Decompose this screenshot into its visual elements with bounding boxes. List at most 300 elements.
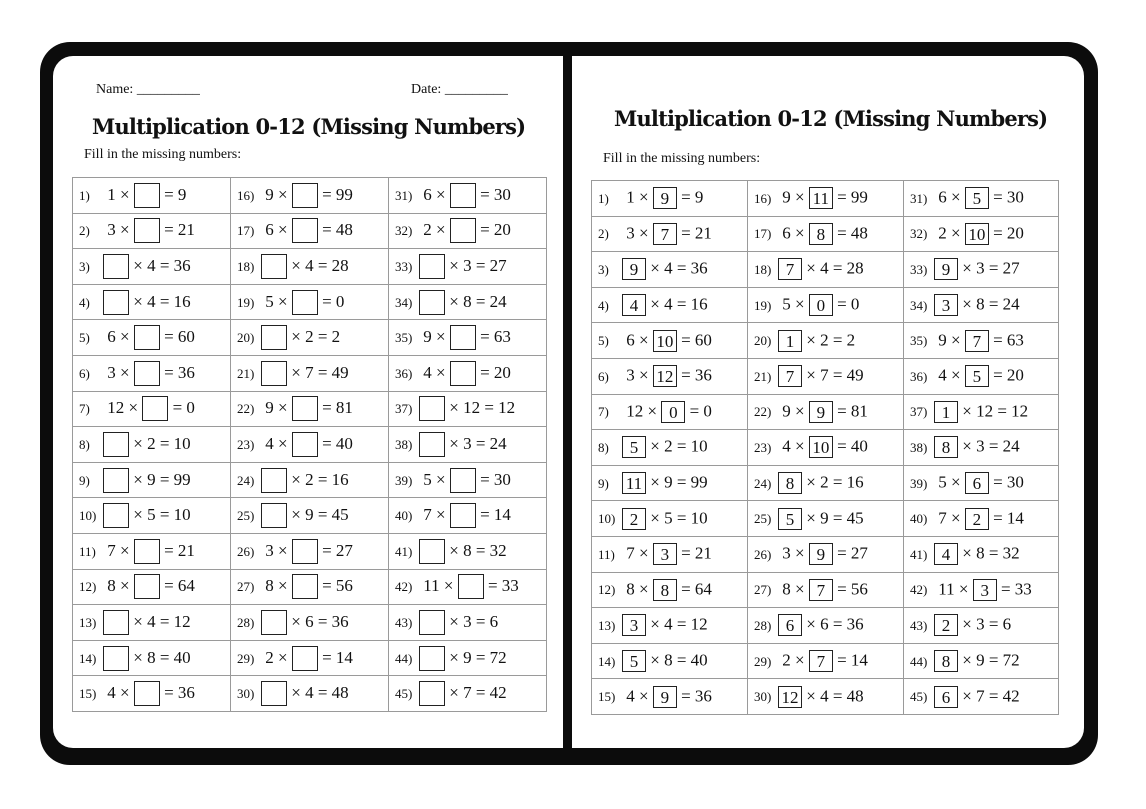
equation-right: × 9 = 45 — [802, 508, 864, 528]
problem-cell — [592, 643, 748, 679]
equation-right: × 4 = 36 — [129, 255, 191, 275]
problem-cell — [592, 608, 748, 644]
equation-right: × 8 = 24 — [958, 294, 1020, 314]
equation-right: = 36 — [676, 365, 712, 385]
problem-number: 19) — [237, 294, 255, 310]
instructions: Fill in the missing numbers: — [84, 147, 242, 162]
answer-box-blank[interactable] — [261, 254, 287, 279]
problem-number: 8) — [79, 436, 90, 452]
answer-box: 7 — [778, 365, 802, 387]
problem-number: 28) — [237, 614, 255, 630]
problem-cell — [73, 320, 231, 356]
equation-right: × 7 = 42 — [445, 683, 507, 703]
equation-right: × 4 = 48 — [287, 683, 349, 703]
problem-cell — [73, 605, 231, 641]
problem-cell — [231, 320, 389, 356]
equation-left: 5 × — [934, 472, 965, 492]
equation-right: × 9 = 72 — [958, 650, 1020, 670]
problem-number: 36) — [910, 368, 928, 384]
problem-number: 32) — [910, 226, 928, 242]
equation-left: 3 × — [103, 220, 134, 240]
problem-number: 39) — [910, 475, 928, 491]
equation-right: × 4 = 12 — [129, 611, 191, 631]
problem-number: 29) — [237, 650, 255, 666]
table-row — [73, 284, 547, 320]
equation-right: = 0 — [168, 398, 195, 418]
equation-right: × 7 = 49 — [802, 365, 864, 385]
problem-number: 37) — [910, 404, 928, 420]
answer-box-blank[interactable] — [292, 218, 318, 243]
problem-number: 18) — [754, 261, 772, 277]
problem-number: 5) — [598, 333, 609, 349]
problem-cell — [389, 355, 547, 391]
problem-number: 44) — [910, 653, 928, 669]
table-row — [592, 501, 1059, 537]
problem-cell — [73, 213, 231, 249]
problem-cell — [231, 498, 389, 534]
problem-cell — [231, 178, 389, 214]
problem-number: 25) — [237, 508, 255, 524]
answer-box-blank[interactable] — [292, 432, 318, 457]
equation-left: 7 × — [103, 540, 134, 560]
table-row — [592, 287, 1059, 323]
problem-number: 15) — [598, 689, 616, 705]
problem-number: 22) — [754, 404, 772, 420]
equation-right: × 4 = 28 — [802, 258, 864, 278]
answer-box: 7 — [809, 650, 833, 672]
equation-right: × 3 = 24 — [445, 433, 507, 453]
problem-number: 34) — [910, 297, 928, 313]
equation-right: × 3 = 27 — [445, 255, 507, 275]
problem-cell — [748, 216, 904, 252]
table-row — [73, 676, 547, 712]
problem-cell — [389, 498, 547, 534]
answer-box-blank[interactable] — [261, 610, 287, 635]
table-row — [592, 430, 1059, 466]
equation-left: 4 × — [103, 683, 134, 703]
answer-box: 0 — [809, 294, 833, 316]
answer-box-blank[interactable] — [450, 361, 476, 386]
problem-number: 30) — [754, 689, 772, 705]
problem-number: 10) — [79, 508, 97, 524]
problem-cell — [389, 284, 547, 320]
problem-number: 9) — [598, 475, 609, 491]
problem-number: 39) — [395, 472, 413, 488]
table-row — [73, 533, 547, 569]
equation-right: × 4 = 16 — [646, 294, 708, 314]
problem-cell — [389, 462, 547, 498]
problem-number: 40) — [910, 511, 928, 527]
answer-box-blank[interactable] — [292, 574, 318, 599]
equation-left: 6 × — [622, 330, 653, 350]
page-title: Multiplication 0-12 (Missing Numbers) — [614, 106, 1048, 131]
problem-number: 12) — [79, 579, 97, 595]
answer-box: 11 — [622, 472, 646, 494]
answer-box: 9 — [622, 258, 646, 280]
equation-right: = 81 — [832, 401, 868, 421]
instructions: Fill in the missing numbers: — [603, 151, 761, 166]
problem-number: 17) — [237, 223, 255, 239]
problem-number: 18) — [237, 258, 255, 274]
equation-left: 3 × — [103, 362, 134, 382]
answer-box-blank[interactable] — [261, 503, 287, 528]
problem-number: 1) — [598, 190, 609, 206]
problem-cell — [389, 640, 547, 676]
answer-box: 5 — [622, 650, 646, 672]
problem-cell — [904, 465, 1059, 501]
answer-box: 3 — [622, 614, 646, 636]
answer-box-blank[interactable] — [261, 361, 287, 386]
answer-box: 8 — [934, 436, 958, 458]
problem-number: 20) — [754, 333, 772, 349]
equation-right: = 64 — [676, 579, 712, 599]
problem-cell — [904, 287, 1059, 323]
answer-box-blank[interactable] — [103, 503, 129, 528]
answer-box-blank[interactable] — [103, 646, 129, 671]
equation-right: = 21 — [159, 220, 195, 240]
problem-cell — [231, 391, 389, 427]
equation-right: × 4 = 12 — [646, 614, 708, 634]
equation-right: = 36 — [159, 362, 195, 382]
problem-number: 11) — [79, 543, 96, 559]
page-title: Multiplication 0-12 (Missing Numbers) — [92, 114, 526, 139]
answer-box: 8 — [809, 223, 833, 245]
answer-box-blank[interactable] — [103, 610, 129, 635]
answer-box: 6 — [965, 472, 989, 494]
equation-right: × 9 = 45 — [287, 505, 349, 525]
answer-box-blank[interactable] — [292, 290, 318, 315]
answer-box-blank[interactable] — [419, 539, 445, 564]
problem-cell — [73, 569, 231, 605]
problem-cell — [73, 391, 231, 427]
problem-number: 24) — [237, 472, 255, 488]
answer-box: 9 — [809, 401, 833, 423]
problem-cell — [231, 249, 389, 285]
problem-number: 42) — [910, 582, 928, 598]
equation-right: = 14 — [832, 650, 868, 670]
answer-box: 9 — [934, 258, 958, 280]
equation-left: 4 × — [778, 436, 809, 456]
equation-right: = 27 — [317, 540, 353, 560]
equation-right: × 12 = 12 — [445, 398, 516, 418]
answer-box: 12 — [778, 686, 802, 708]
problem-number: 21) — [237, 365, 255, 381]
answer-box-blank[interactable] — [450, 183, 476, 208]
answer-box-blank[interactable] — [419, 646, 445, 671]
equation-left: 4 × — [622, 686, 653, 706]
problem-number: 36) — [395, 365, 413, 381]
problem-cell — [73, 249, 231, 285]
answer-box: 3 — [653, 543, 677, 565]
answer-box: 5 — [965, 187, 989, 209]
answer-box-blank[interactable] — [103, 254, 129, 279]
problem-cell — [389, 569, 547, 605]
equation-left: 7 × — [622, 543, 653, 563]
table-row — [592, 252, 1059, 288]
answer-box-blank[interactable] — [450, 218, 476, 243]
problem-cell — [748, 394, 904, 430]
answer-box-blank[interactable] — [134, 574, 160, 599]
problem-cell — [748, 572, 904, 608]
equation-right: = 20 — [988, 365, 1024, 385]
equation-right: = 64 — [159, 576, 195, 596]
equation-left: 1 × — [103, 184, 134, 204]
answer-box: 7 — [653, 223, 677, 245]
equation-right: × 8 = 40 — [129, 647, 191, 667]
table-row — [73, 320, 547, 356]
equation-right: × 3 = 27 — [958, 258, 1020, 278]
equation-right: × 9 = 72 — [445, 647, 507, 667]
problem-cell — [73, 462, 231, 498]
answer-box-blank[interactable] — [134, 218, 160, 243]
equation-left: 6 × — [419, 184, 450, 204]
answer-box-blank[interactable] — [292, 539, 318, 564]
problem-cell — [73, 498, 231, 534]
problem-number: 3) — [79, 258, 90, 274]
table-row — [592, 394, 1059, 430]
problem-cell — [904, 181, 1059, 217]
equation-left: 5 × — [778, 294, 809, 314]
problem-cell — [73, 427, 231, 463]
equation-right: × 6 = 36 — [802, 614, 864, 634]
equation-left: 4 × — [934, 365, 965, 385]
answer-box-blank[interactable] — [419, 254, 445, 279]
answer-box-blank[interactable] — [103, 468, 129, 493]
problem-cell — [389, 605, 547, 641]
equation-left: 2 × — [778, 650, 809, 670]
answer-box: 8 — [934, 650, 958, 672]
problem-number: 29) — [754, 653, 772, 669]
answer-box-blank[interactable] — [134, 183, 160, 208]
problem-number: 4) — [598, 297, 609, 313]
equation-right: × 8 = 40 — [646, 650, 708, 670]
equation-right: = 60 — [676, 330, 712, 350]
problem-cell — [592, 216, 748, 252]
equation-left: 3 × — [778, 543, 809, 563]
answer-box: 5 — [965, 365, 989, 387]
problem-cell — [748, 679, 904, 715]
equation-left: 5 × — [261, 291, 292, 311]
problem-cell — [748, 252, 904, 288]
problem-cell — [592, 501, 748, 537]
answer-box: 10 — [653, 330, 677, 352]
problem-number: 37) — [395, 401, 413, 417]
problem-cell — [73, 178, 231, 214]
answer-grid — [591, 180, 1059, 715]
table-row — [592, 679, 1059, 715]
table-row — [592, 323, 1059, 359]
answer-box: 8 — [653, 579, 677, 601]
equation-left: 3 × — [622, 223, 653, 243]
problem-cell — [904, 252, 1059, 288]
answer-box: 6 — [934, 686, 958, 708]
equation-right: = 60 — [159, 327, 195, 347]
answer-box-blank[interactable] — [103, 432, 129, 457]
problem-number: 23) — [237, 436, 255, 452]
equation-right: = 0 — [832, 294, 860, 314]
answer-box-blank[interactable] — [142, 396, 168, 421]
answer-box-blank[interactable] — [134, 681, 160, 706]
problem-number: 31) — [910, 190, 928, 206]
equation-right: = 56 — [317, 576, 353, 596]
answer-box-blank[interactable] — [261, 468, 287, 493]
answer-box: 2 — [622, 508, 646, 530]
problem-cell — [904, 323, 1059, 359]
problem-cell — [389, 213, 547, 249]
answer-box-blank[interactable] — [419, 681, 445, 706]
equation-left: 9 × — [778, 401, 809, 421]
table-row — [73, 427, 547, 463]
problem-cell — [231, 213, 389, 249]
table-row — [73, 249, 547, 285]
problem-cell — [748, 287, 904, 323]
problem-number: 13) — [598, 617, 616, 633]
problem-number: 20) — [237, 330, 255, 346]
answer-box-blank[interactable] — [292, 396, 318, 421]
problem-number: 4) — [79, 294, 90, 310]
problem-number: 44) — [395, 650, 413, 666]
problem-number: 26) — [237, 543, 255, 559]
answer-box-blank[interactable] — [419, 432, 445, 457]
equation-right: = 21 — [159, 540, 195, 560]
answer-box: 10 — [809, 436, 833, 458]
problem-cell — [748, 358, 904, 394]
equation-left: 9 × — [261, 398, 292, 418]
equation-right: × 9 = 99 — [129, 469, 191, 489]
equation-right: × 5 = 10 — [129, 505, 191, 525]
answer-box: 11 — [809, 187, 833, 209]
equation-left: 12 × — [622, 401, 662, 421]
problem-cell — [73, 640, 231, 676]
problem-number: 23) — [754, 439, 772, 455]
equation-right: = 48 — [832, 223, 868, 243]
problem-number: 22) — [237, 401, 255, 417]
equation-left: 11 × — [419, 576, 458, 596]
problem-cell — [592, 572, 748, 608]
problem-cell — [73, 284, 231, 320]
equation-right: = 20 — [475, 220, 511, 240]
answer-box-blank[interactable] — [134, 325, 160, 350]
problem-number: 31) — [395, 187, 413, 203]
answer-box-blank[interactable] — [292, 183, 318, 208]
equation-right: = 63 — [475, 327, 511, 347]
problem-number: 32) — [395, 223, 413, 239]
problem-number: 11) — [598, 546, 615, 562]
answer-box: 10 — [965, 223, 989, 245]
equation-right: = 30 — [988, 472, 1024, 492]
answer-box-blank[interactable] — [419, 396, 445, 421]
problem-cell — [231, 640, 389, 676]
equation-right: = 36 — [676, 686, 712, 706]
answer-box-blank[interactable] — [103, 290, 129, 315]
equation-right: × 2 = 10 — [646, 436, 708, 456]
answer-box: 7 — [965, 330, 989, 352]
equation-right: = 30 — [988, 187, 1024, 207]
answer-box: 12 — [653, 365, 677, 387]
equation-left: 7 × — [934, 508, 965, 528]
answer-box-blank[interactable] — [134, 361, 160, 386]
problem-cell — [592, 181, 748, 217]
equation-right: × 7 = 42 — [958, 686, 1020, 706]
equation-right: × 4 = 48 — [802, 686, 864, 706]
answer-box-blank[interactable] — [134, 539, 160, 564]
equation-right: = 48 — [317, 220, 353, 240]
problem-cell — [73, 533, 231, 569]
answer-box-blank[interactable] — [261, 681, 287, 706]
answer-box: 3 — [934, 294, 958, 316]
table-row — [592, 643, 1059, 679]
equation-left: 9 × — [419, 327, 450, 347]
table-row — [592, 216, 1059, 252]
problem-cell — [748, 323, 904, 359]
table-row — [592, 465, 1059, 501]
equation-right: = 56 — [832, 579, 868, 599]
problem-cell — [389, 249, 547, 285]
equation-left: 9 × — [934, 330, 965, 350]
answer-box: 5 — [622, 436, 646, 458]
table-row — [592, 358, 1059, 394]
problem-cell — [592, 679, 748, 715]
problem-cell — [231, 676, 389, 712]
equation-left: 2 × — [934, 223, 965, 243]
answer-box-blank[interactable] — [419, 610, 445, 635]
equation-right: × 2 = 2 — [802, 330, 856, 350]
problem-cell — [592, 536, 748, 572]
equation-right: × 8 = 24 — [445, 291, 507, 311]
equation-right: = 20 — [988, 223, 1024, 243]
problem-cell — [748, 501, 904, 537]
equation-right: = 99 — [832, 187, 868, 207]
problem-cell — [231, 355, 389, 391]
problem-number: 43) — [395, 614, 413, 630]
equation-right: × 6 = 36 — [287, 611, 349, 631]
answer-box: 6 — [778, 614, 802, 636]
answer-box-blank[interactable] — [292, 646, 318, 671]
table-row — [73, 355, 547, 391]
problem-cell — [748, 536, 904, 572]
answer-box-blank[interactable] — [419, 290, 445, 315]
answer-box-blank[interactable] — [458, 574, 484, 599]
problem-number: 12) — [598, 582, 616, 598]
problem-number: 19) — [754, 297, 772, 313]
equation-right: = 9 — [676, 187, 704, 207]
problem-number: 24) — [754, 475, 772, 491]
answer-key-page — [572, 56, 1084, 748]
equation-right: = 14 — [317, 647, 353, 667]
problem-number: 42) — [395, 579, 413, 595]
table-row — [73, 569, 547, 605]
equation-left: 3 × — [261, 540, 292, 560]
equation-left: 6 × — [261, 220, 292, 240]
problem-number: 40) — [395, 508, 413, 524]
problem-cell — [748, 181, 904, 217]
answer-box-blank[interactable] — [450, 468, 476, 493]
answer-box-blank[interactable] — [261, 325, 287, 350]
problem-cell — [904, 394, 1059, 430]
problem-cell — [592, 465, 748, 501]
problem-cell — [748, 465, 904, 501]
equation-right: × 3 = 6 — [958, 614, 1012, 634]
problem-grid — [72, 177, 547, 712]
equation-left: 8 × — [261, 576, 292, 596]
problem-cell — [389, 427, 547, 463]
equation-right: × 2 = 16 — [287, 469, 349, 489]
answer-box-blank[interactable] — [450, 325, 476, 350]
problem-cell — [389, 676, 547, 712]
problem-number: 28) — [754, 617, 772, 633]
equation-right: = 40 — [832, 436, 868, 456]
answer-box-blank[interactable] — [450, 503, 476, 528]
